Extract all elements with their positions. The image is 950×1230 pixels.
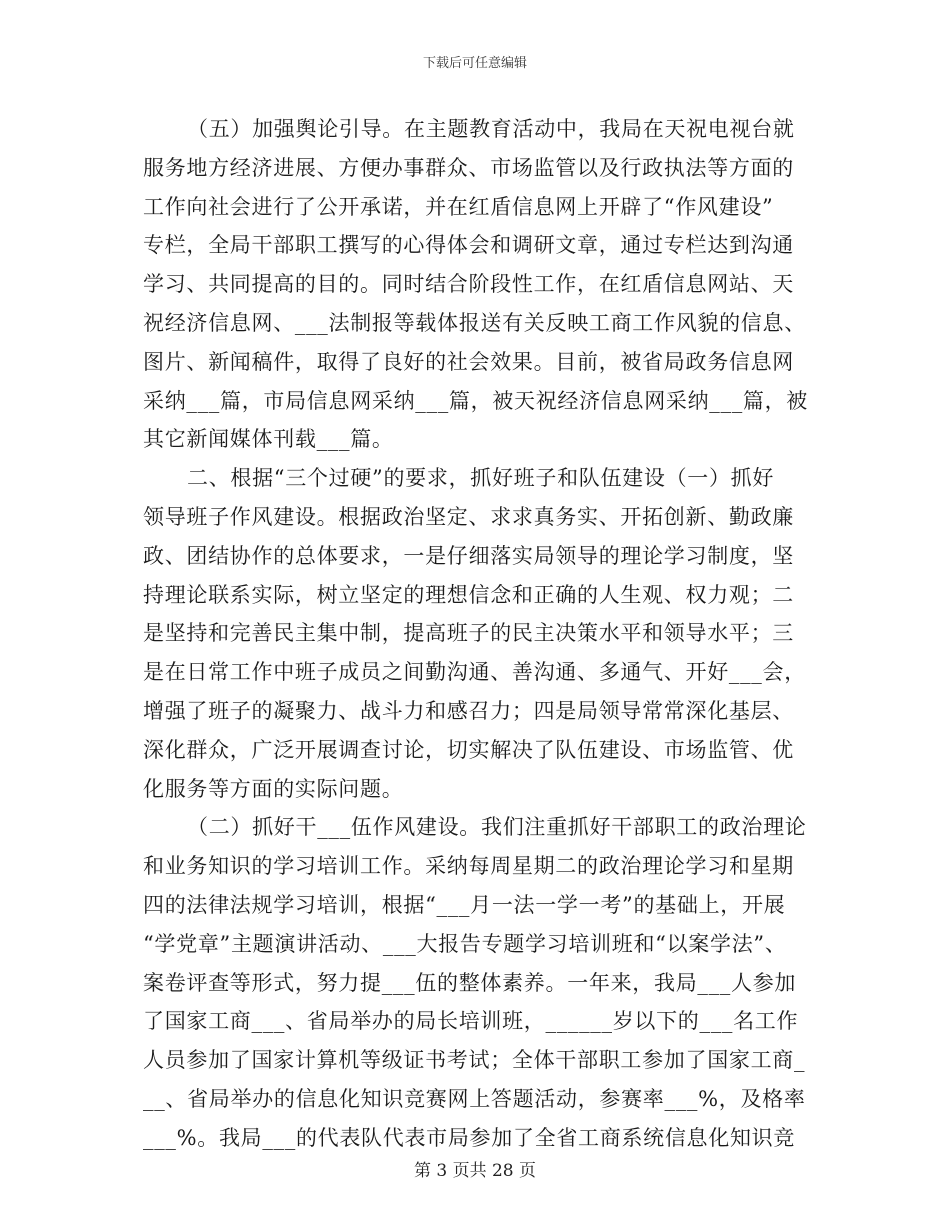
document-body — [143, 110, 808, 1158]
text-line: 政、团结协作的总体要求，一是仔细落实局领导的理论学习制度，坚 — [143, 543, 794, 568]
text-line: 服务地方经济进展、方便办事群众、市场监管以及行政执法等方面的 — [143, 155, 794, 180]
text-line: 人员参加了国家计算机等级证书考试；全体干部职工参加了国家工商_ — [143, 1048, 806, 1073]
text-line: 持理论联系实际，树立坚定的理想信念和正确的人生观、权力观；二 — [143, 582, 794, 607]
text-line: 四的法律法规学习培训，根据“___月一法一学一考”的基础上，开展 — [143, 892, 786, 917]
text-line: 专栏，全局干部职工撰写的心得体会和调研文章，通过专栏达到沟通 — [143, 233, 794, 258]
page-footer: 第 3 页共 28 页 — [413, 1161, 537, 1181]
text-line: 其它新闻媒体刊载___篇。 — [143, 427, 394, 452]
text-line: 图片、新闻稿件，取得了良好的社会效果。目前，被省局政务信息网 — [143, 349, 794, 374]
page-header: 下载后可任意编辑 — [422, 56, 527, 71]
text-line: __、省局举办的信息化知识竞赛网上答题活动，参赛率___%，及格率 — [143, 1086, 806, 1111]
text-line: 是坚持和完善民主集中制，提高班子的民主决策水平和领导水平；三 — [143, 621, 794, 646]
text-line: 增强了班子的凝聚力、战斗力和感召力；四是局领导常常深化基层、 — [143, 698, 794, 723]
text-line: （五）加强舆论引导。在主题教育活动中，我局在天祝电视台就 — [187, 117, 795, 141]
text-line: 化服务等方面的实际问题。 — [143, 776, 404, 801]
text-line: 工作向社会进行了公开承诺，并在红盾信息网上开辟了“作风建设” — [143, 194, 774, 219]
text-line: 二、根据“三个过硬”的要求，抓好班子和队伍建设（一）抓好 — [187, 466, 775, 491]
text-line: 领导班子作风建设。根据政治坚定、求求真务实、开拓创新、勤政廉 — [143, 504, 794, 529]
text-line: 祝经济信息网、___法制报等载体报送有关反映工商工作风貌的信息、 — [143, 310, 806, 335]
text-line: （二）抓好干___伍作风建设。我们注重抓好干部职工的政治理论 — [187, 815, 807, 840]
text-line: 学习、共同提高的目的。同时结合阶段性工作，在红盾信息网站、天 — [143, 272, 794, 297]
text-line: 案卷评查等形式，努力提___伍的整体素养。一年来，我局___人参加 — [143, 970, 797, 995]
text-line: 和业务知识的学习培训工作。采纳每周星期二的政治理论学习和星期 — [143, 854, 794, 879]
text-line: “学党章”主题演讲活动、___大报告专题学习培训班和“以案学法”、 — [143, 931, 787, 956]
text-line: ___%。我局___的代表队代表市局参加了全省工商系统信息化知识竞 — [143, 1125, 796, 1150]
text-line: 是在日常工作中班子成员之间勤沟通、善沟通、多通气、开好___会， — [143, 660, 806, 685]
text-line: 采纳___篇，市局信息网采纳___篇，被天祝经济信息网采纳___篇，被 — [143, 388, 808, 413]
text-line: 深化群众，广泛开展调查讨论，切实解决了队伍建设、市场监管、优 — [143, 737, 794, 762]
text-line: 了国家工商___、省局举办的局长培训班，______岁以下的___名工作 — [143, 1009, 799, 1034]
